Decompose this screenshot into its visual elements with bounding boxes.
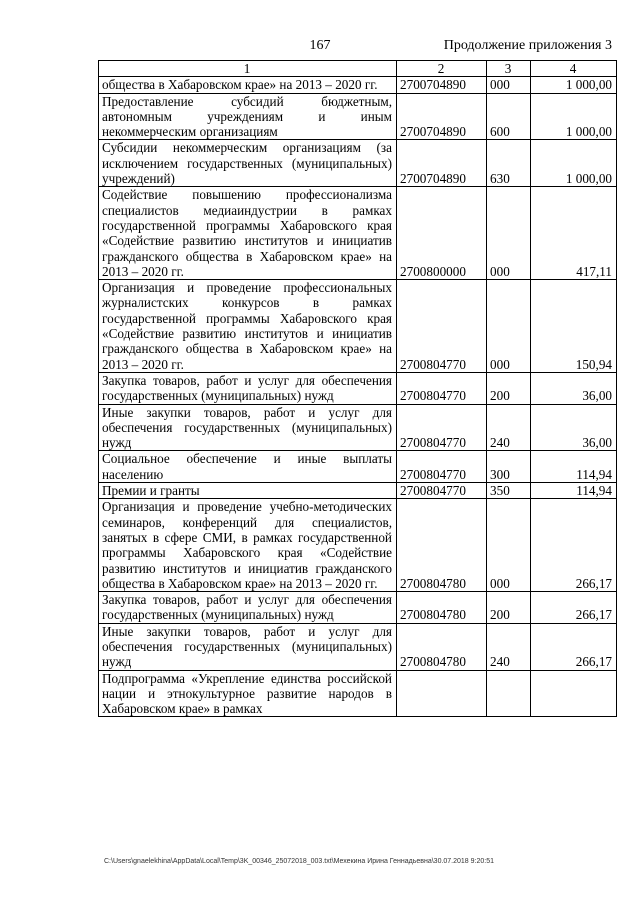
row-amount: 266,17	[531, 499, 617, 592]
row-description: Премии и гранты	[99, 483, 397, 499]
row-target-code: 2700704890	[397, 93, 487, 140]
row-expense-type: 240	[487, 404, 531, 451]
row-target-code: 2700804770	[397, 372, 487, 404]
row-amount: 150,94	[531, 280, 617, 373]
row-description: общества в Хабаровском крае» на 2013 – 2020 гг.	[99, 77, 397, 93]
row-target-code: 2700800000	[397, 187, 487, 280]
table-row	[99, 93, 617, 140]
column-header: 1	[99, 61, 397, 77]
row-amount: 417,11	[531, 187, 617, 280]
row-description: Иные закупки товаров, работ и услуг для обеспечения государственных (муниципальных) нужд	[99, 404, 397, 451]
table-row	[99, 670, 617, 717]
row-description: Иные закупки товаров, работ и услуг для обеспечения государственных (муниципальных) нужд	[99, 623, 397, 670]
table-row	[99, 77, 617, 93]
row-amount	[531, 670, 617, 717]
row-target-code: 2700804780	[397, 499, 487, 592]
row-description: Закупка товаров, работ и услуг для обеспечения государственных (муниципальных) нужд	[99, 372, 397, 404]
row-description: Содействие повышению профессионализма специалистов медиаиндустрии в рамках государственной программы Хабаровского края «Содействие развитию институтов и инициатив гражданского общества в Хабаровском крае» на 2013 – 2020 гг.	[99, 187, 397, 280]
table-row	[99, 140, 617, 187]
table-header-row	[99, 61, 617, 77]
row-description: Закупка товаров, работ и услуг для обеспечения государственных (муниципальных) нужд	[99, 592, 397, 624]
row-target-code: 2700804770	[397, 451, 487, 483]
row-expense-type	[487, 670, 531, 717]
row-target-code: 2700704890	[397, 140, 487, 187]
table-row	[99, 623, 617, 670]
table-row	[99, 280, 617, 373]
row-description: Социальное обеспечение и иные выплаты населению	[99, 451, 397, 483]
row-expense-type: 200	[487, 592, 531, 624]
row-target-code	[397, 670, 487, 717]
row-target-code: 2700704890	[397, 77, 487, 93]
row-expense-type: 000	[487, 280, 531, 373]
row-description: Подпрограмма «Укрепление единства российской нации и этнокультурное развитие народов в Хабаровском крае» в рамках	[99, 670, 397, 717]
row-amount: 114,94	[531, 451, 617, 483]
row-target-code: 2700804770	[397, 483, 487, 499]
column-header: 3	[487, 61, 531, 77]
row-expense-type: 000	[487, 77, 531, 93]
row-target-code: 2700804770	[397, 404, 487, 451]
row-amount: 114,94	[531, 483, 617, 499]
row-amount: 266,17	[531, 592, 617, 624]
row-amount: 1 000,00	[531, 77, 617, 93]
row-target-code: 2700804780	[397, 623, 487, 670]
row-expense-type: 600	[487, 93, 531, 140]
row-expense-type: 630	[487, 140, 531, 187]
row-amount: 266,17	[531, 623, 617, 670]
row-amount: 36,00	[531, 404, 617, 451]
row-amount: 1 000,00	[531, 93, 617, 140]
row-description: Предоставление субсидий бюджетным, автономным учреждениям и иным некоммерческим организациям	[99, 93, 397, 140]
row-description: Субсидии некоммерческим организациям (за исключением государственных (муниципальных) учреждений)	[99, 140, 397, 187]
table-row	[99, 404, 617, 451]
row-amount: 1 000,00	[531, 140, 617, 187]
row-expense-type: 200	[487, 372, 531, 404]
row-expense-type: 000	[487, 499, 531, 592]
row-expense-type: 300	[487, 451, 531, 483]
table-row	[99, 483, 617, 499]
column-header: 2	[397, 61, 487, 77]
row-description: Организация и проведение профессиональных журналистских конкурсов в рамках государственной программы Хабаровского края «Содействие развитию институтов и инициатив гражданского общества в Хабаровском крае» на 2013 – 2020 гг.	[99, 280, 397, 373]
table-row	[99, 187, 617, 280]
row-expense-type: 350	[487, 483, 531, 499]
table-row	[99, 451, 617, 483]
row-expense-type: 240	[487, 623, 531, 670]
row-expense-type: 000	[487, 187, 531, 280]
page-number: 167	[309, 38, 331, 53]
file-path-footer: C:\Users\gnaelekhina\AppData\Local\Temp\3K_00346_25072018_003.txt\Мехекина Ирина Геннадьевна\30.07.2018 9:20:51	[104, 858, 495, 865]
appendix-table	[98, 60, 617, 717]
continuation-label: Продолжение приложения 3	[443, 38, 612, 53]
row-description: Организация и проведение учебно-методических семинаров, конференций для специалистов, занятых в сфере СМИ, в рамках государственной программы Хабаровского края «Содействие развитию институтов и инициатив гражданского общества в Хабаровском крае» на 2013 – 2020 гг.	[99, 499, 397, 592]
column-header: 4	[531, 61, 617, 77]
row-target-code: 2700804780	[397, 592, 487, 624]
table-row	[99, 499, 617, 592]
row-target-code: 2700804770	[397, 280, 487, 373]
table-row	[99, 592, 617, 624]
row-amount: 36,00	[531, 372, 617, 404]
table-row	[99, 372, 617, 404]
